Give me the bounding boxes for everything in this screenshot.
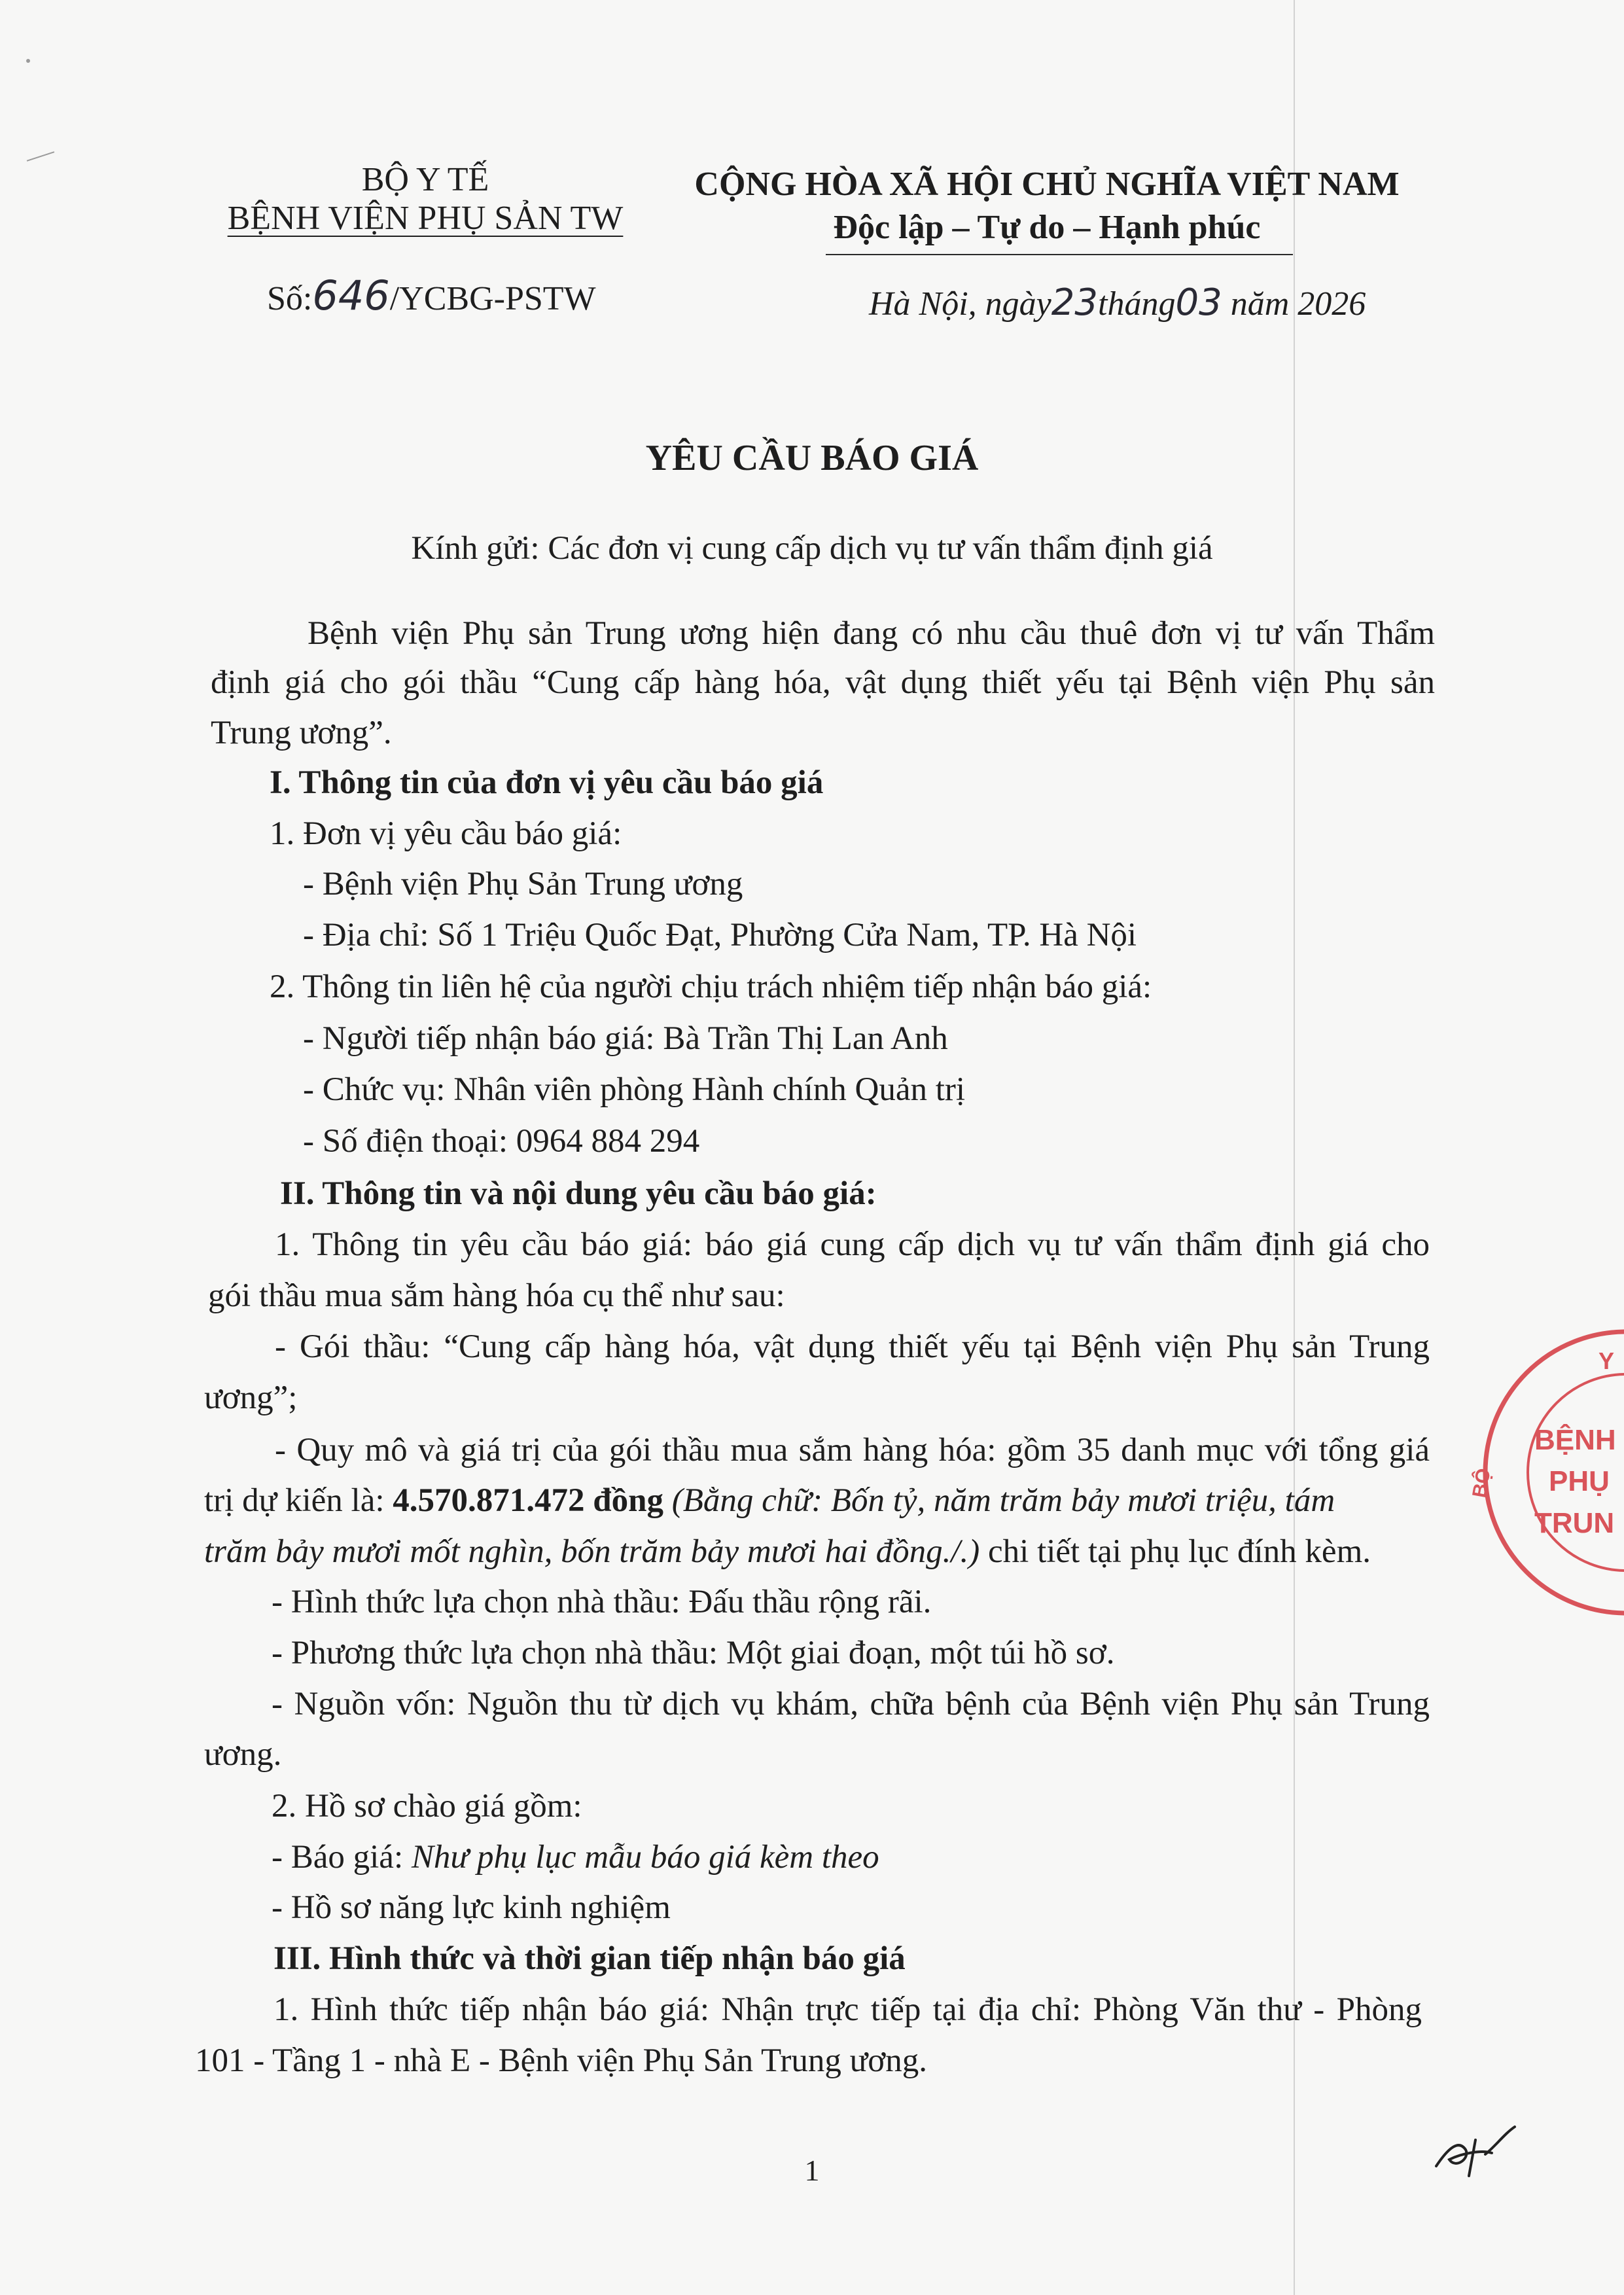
motto-underline [826,254,1293,255]
ministry-name: BỘ Y TẾ [361,161,489,198]
stamp-text-line-3: TRUN [1534,1507,1615,1539]
handwritten-month: 03 [1175,281,1222,324]
document-number [267,272,596,319]
section-2-item-1-line-1: 1. Thông tin yêu cầu báo giá: báo giá cung cấp dịch vụ tư vấn thẩm định giá cho [275,1226,1430,1263]
document-title: YÊU CẦU BÁO GIÁ [645,438,979,478]
section-1-heading: I. Thông tin của đơn vị yêu cầu báo giá [270,764,824,801]
section-3-item-1-line-2: 101 - Tầng 1 - nhà E - Bệnh viện Phụ Sản Trung ương. [195,2042,927,2079]
section-2-heading: II. Thông tin và nội dung yêu cầu báo giá: [280,1175,877,1212]
scan-mark [27,151,54,161]
stamp-text-top: Y [1598,1347,1615,1374]
number-prefix: Số: [267,280,313,317]
number-suffix: /YCBG-PSTW [389,280,596,317]
funding-line-2: ương. [204,1736,282,1773]
scale-line-2: trị dự kiến là: 4.570.871.472 đồng (Bằng chữ: Bốn tỷ, năm trăm bảy mươi triệu, tám [204,1482,1335,1519]
package-line-2: ương”; [204,1379,298,1416]
stamp-text-line-2: PHỤ [1549,1465,1610,1497]
initials-signature [1430,2114,1521,2186]
package-value: 4.570.871.472 đồng [393,1482,663,1519]
page-number: 1 [804,2154,820,2187]
selection-method: - Phương thức lựa chọn nhà thầu: Một giai đoạn, một túi hồ sơ. [272,1635,1115,1671]
section-3-item-1-line-1: 1. Hình thức tiếp nhận báo giá: Nhận trực tiếp tại địa chỉ: Phòng Văn thư - Phòng [274,1991,1422,2028]
value-in-words-2: trăm bảy mươi mốt nghìn, bốn trăm bảy mươi hai đồng./.) [204,1533,980,1570]
section-1-item-1: 1. Đơn vị yêu cầu báo giá: [270,815,622,852]
unit-address: - Địa chỉ: Số 1 Triệu Quốc Đạt, Phường Cửa Nam, TP. Hà Nội [303,917,1137,953]
intro-line-1: Bệnh viện Phụ sản Trung ương hiện đang có nhu cầu thuê đơn vị tư vấn Thẩm [308,615,1435,652]
scan-fold-line [1294,0,1295,2295]
scale-line-1: - Quy mô và giá trị của gói thầu mua sắm hàng hóa: gồm 35 danh mục với tổng giá [275,1432,1430,1468]
section-2-item-2: 2. Hồ sơ chào giá gồm: [272,1788,582,1824]
handwritten-number: 646 [312,272,390,319]
hospital-stamp [1436,1322,1624,1629]
intro-line-2: định giá cho gói thầu “Cung cấp hàng hóa, vật dụng thiết yếu tại Bệnh viện Phụ sản [211,664,1435,701]
funding-line-1: - Nguồn vốn: Nguồn thu từ dịch vụ khám, chữa bệnh của Bệnh viện Phụ sản Trung [272,1686,1430,1722]
receiver-phone: - Số điện thoại: 0964 884 294 [303,1123,700,1160]
scale-line-3: trăm bảy mươi mốt nghìn, bốn trăm bảy mươi hai đồng./.) chi tiết tại phụ lục đính kèm. [204,1533,1371,1570]
stamp-text-side: BỘ [1468,1467,1495,1500]
section-2-item-1-line-2: gói thầu mua sắm hàng hóa cụ thể như sau: [208,1277,785,1314]
receiver-name: - Người tiếp nhận báo giá: Bà Trần Thị Lan Anh [303,1020,948,1057]
scan-speck [26,59,30,63]
national-motto: Độc lập – Tự do – Hạnh phúc [833,209,1261,246]
handwritten-day: 23 [1051,281,1099,324]
requesting-unit: - Bệnh viện Phụ Sản Trung ương [303,866,743,902]
intro-line-3: Trung ương”. [211,715,392,751]
issue-date: Hà Nội, ngày23tháng03 năm 2026 [869,281,1366,324]
package-line-1: - Gói thầu: “Cung cấp hàng hóa, vật dụng thiết yếu tại Bệnh viện Phụ sản Trung [275,1328,1430,1365]
section-1-item-2: 2. Thông tin liên hệ của người chịu trách nhiệm tiếp nhận báo giá: [270,969,1152,1005]
quote-line: - Báo giá: Như phụ lục mẫu báo giá kèm theo [272,1839,879,1876]
receiver-position: - Chức vụ: Nhân viên phòng Hành chính Quản trị [303,1071,966,1108]
value-in-words-1: (Bằng chữ: Bốn tỷ, năm trăm bảy mươi triệu, tám [671,1482,1335,1519]
capacity-profile: - Hồ sơ năng lực kinh nghiệm [272,1889,671,1926]
nation-title: CỘNG HÒA XÃ HỘI CHỦ NGHĨA VIỆT NAM [694,166,1400,203]
stamp-text-line-1: BỆNH [1534,1424,1616,1456]
hospital-name: BỆNH VIỆN PHỤ SẢN TW [227,200,624,237]
selection-form: - Hình thức lựa chọn nhà thầu: Đấu thầu rộng rãi. [272,1584,932,1620]
recipient-line: Kính gửi: Các đơn vị cung cấp dịch vụ tư vấn thẩm định giá [411,530,1213,567]
section-3-heading: III. Hình thức và thời gian tiếp nhận báo giá [274,1940,906,1977]
